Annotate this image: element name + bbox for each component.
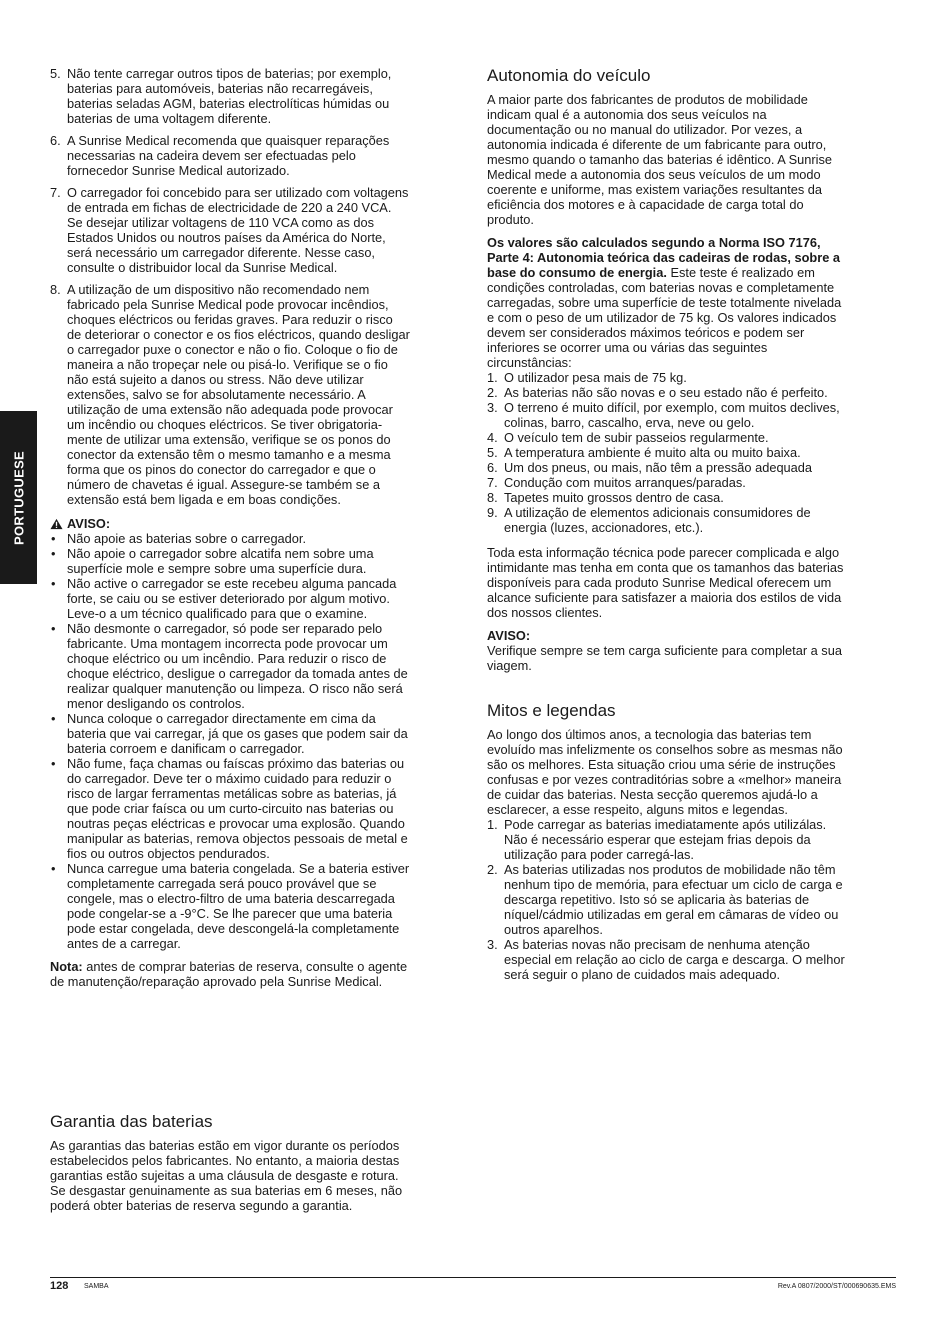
- left-column: [50, 66, 410, 989]
- warranty-heading: Garantia das baterias: [50, 1112, 213, 1131]
- footer-divider: [50, 1277, 896, 1278]
- right-column: [487, 66, 847, 982]
- warranty-section: [50, 1112, 410, 1213]
- charging-instructions-list: [50, 66, 410, 507]
- list-item: 3. As baterias novas não precisam de nenhuma atenção especial em relação ao ciclo de carga e descarga. O melhor será seguir o plano de cuidados mais adequado.: [487, 937, 845, 982]
- list-item: 3. O terreno é muito difícil, por exemplo, com muitos declives, colinas, barro, cascalho, erva, neve ou gelo.: [487, 400, 840, 430]
- myths-intro: Ao longo dos últimos anos, a tecnologia das baterias tem evoluído mas infelizmente os conselhos sobre as mesmas não são os melhores. Esta situação criou uma série de instruções confusas e por vezes contraditórias sobre a «melhor» maneira de cuidar das baterias. Nesta secção queremos ajudá-lo a esclarecer, a esse respeito, alguns mitos e legendas.: [487, 727, 843, 817]
- warning-item: • Nunca coloque o carregador directamente em cima da bateria que vai carregar, já que os gases que podem sair da bateria corroem e danificam o carregador.: [50, 711, 410, 756]
- list-item: 6. A Sunrise Medical recomenda que quaisquer reparações necessarias na cadeira devem ser efectuadas pelo fornecedor Sunrise Medical autorizado.: [50, 133, 390, 178]
- range-intro: A maior parte dos fabricantes de produtos de mobilidade indicam qual é a autonomia dos seus veículos na documentação ou no manual do utilizador. Por vezes, a autonomia indicada é diferente de um fabricante para outro, mesmo quando o tamanho das baterias é idêntico. A Sunrise Medical mede a autonomia dos seus veículos de um modo coerente e uniforme, mas existem variações resultantes da eficiência dos motores e à capacidade de carga total do produto.: [487, 92, 833, 227]
- revision-code: Rev.A 0807/2000/ST/000690635.EMS: [777, 1283, 896, 1290]
- warranty-text: As garantias das baterias estão em vigor durante os períodos estabelecidos pelos fabricantes. No entanto, a maioria destas garantias estão sujeitas a uma cláusula de desgaste e rotura. Se desgastar genuinamente as sua baterias em 6 meses, não poderá obter baterias de reserva segundo a garantia.: [50, 1138, 403, 1213]
- myths-heading: Mitos e legendas: [487, 701, 616, 720]
- warning-item: • Não desmonte o carregador, só pode ser reparado pelo fabricante. Uma montagem incorrecta pode provocar um choque eléctrico ou um incêndio. Para reduzir o risco de choque eléctrico, desligue o carregador da tomada antes de realizar qualquer manutenção ou limpeza. O risco não será menor desligando os controlos.: [50, 621, 410, 711]
- list-item: 7. Condução com muitos arranques/paradas.: [487, 475, 746, 490]
- list-item: 8. Tapetes muito grossos dentro de casa.: [487, 490, 724, 505]
- list-item: 2. As baterias não são novas e o seu estado não é perfeito.: [487, 385, 828, 400]
- warning-list: [50, 531, 410, 951]
- list-item: 6. Um dos pneus, ou mais, não têm a pressão adequada: [487, 460, 813, 475]
- warning-item: • Nunca carregue uma bateria congelada. Se a bateria estiver completamente carregada será pouco provável que se congele, mas o electro-filtro de uma bateria descarregada pode congelar-se a -9°C. Se lhe parecer que uma bateria pode estar congelada, deve descongelá-la completamente antes de a carregar.: [50, 861, 410, 951]
- range-warning-text: Verifique sempre se tem carga suficiente para completar a sua viagem.: [487, 643, 842, 673]
- warning-heading: AVISO:: [50, 516, 410, 531]
- product-name: SAMBA: [84, 1283, 109, 1290]
- range-iso-paragraph: Os valores são calculados segundo a Norma ISO 7176, Parte 4: Autonomia teórica das cadeiras de rodas, sobre a base do consumo de energia. Este teste é realizado em condições controladas, com baterias novas e completamente carregadas, sobre uma superfície de teste totalmente nivelada e com o peso de um utilizador de 75 kg. Os valores indicados devem ser considerados máximos teóricos e podem ser inferiores se ocorrer uma ou várias das seguintes circunstâncias:: [487, 235, 842, 370]
- page-number: 128: [50, 1280, 69, 1292]
- list-item: 5. A temperatura ambiente é muito alta ou muito baixa.: [487, 445, 801, 460]
- list-item: 1. Pode carregar as baterias imediatamente após utilizálas. Não é necessário esperar que estejam frias depois da utilização para poder carregá-las.: [487, 817, 827, 862]
- list-item: 7. O carregador foi concebido para ser utilizado com voltagens de entrada em fichas de electricidade de 220 a 240 VCA. Se desejar utilizar voltagens de 110 VCA como as dos Estados Unidos ou noutros países da América do Norte, será necessário um carregador diferente. Nesse caso, consulte o distribuidor local da Sunrise Medical.: [50, 185, 409, 275]
- myths-list: [487, 817, 847, 982]
- list-item: 8. A utilização de um dispositivo não recomendado nem fabricado pela Sunrise Medical pode provocar incêndios, choques eléctricos ou feridas graves. Para reduzir o risco de deteriorar o conector e os fios eléctricos, quando desligar o carregador puxe o conector e não o fio. Coloque o fio de maneira a não tropeçar nele ou pisá-lo. Verifique se o fio não está sujeito a danos ou stress. Não deve utilizar extensões, salvo se for absolutamente necessário. A utilização de uma extensão não adequada pode provocar um incêndio ou choques eléctricos. Se tiver obrigatoriamente de utilizar uma extensão, verifique se os ponos do conector da extensão têm o mesmo tamanho e a mesma forma que os pinos do conector do carregador e que o número de chavetas é igual. Assegure-se também se a extensão está bem ligada e em boas condições.: [50, 282, 410, 507]
- warning-item: • Não apoie o carregador sobre alcatifa nem sobre uma superfície mole e sempre sobre uma superfície dura.: [50, 546, 410, 576]
- warning-item: • Não apoie as baterias sobre o carregador.: [50, 531, 410, 546]
- list-item: 5. Não tente carregar outros tipos de baterias; por exemplo, baterias para automóveis, baterias não recarregáveis, baterias seladas AGM, baterias electrolíticas húmidas ou baterias de uma voltagem diferente.: [50, 66, 392, 126]
- range-closing: Toda esta informação técnica pode parecer complicada e algo intimidante mas tenha em conta que os tamanhos das baterias disponíveis para cada produto Sunrise Medical oferecem um alcance suficiente para satisfazer a maioria dos estilos de vida dos nossos clientes.: [487, 545, 844, 620]
- list-item: 1. O utilizador pesa mais de 75 kg.: [487, 370, 687, 385]
- list-item: 4. O veículo tem de subir passeios regularmente.: [487, 430, 769, 445]
- warning-item: • Não active o carregador se este recebeu alguma pancada forte, se caiu ou se estiver deteriorado por algum motivo. Leve-o a um técnico qualificado para que o examine.: [50, 576, 410, 621]
- range-warning-label: AVISO:: [487, 628, 531, 643]
- list-item: 9. A utilização de elementos adicionais consumidores de energia (luzes, accionadores, etc.).: [487, 505, 811, 535]
- range-heading: Autonomia do veículo: [487, 66, 651, 85]
- language-tab: [0, 411, 37, 584]
- language-tab-label: PORTUGUESE: [11, 450, 26, 545]
- warning-item: • Não fume, faça chamas ou faíscas próximo das baterias ou do carregador. Deve ter o máximo cuidado para reduzir o risco de largar ferramentas metálicas sobre as baterias, já que pode criar faísca ou um curto-circuito nas baterias ou noutras peças eléctricas e provocar uma explosão. Quando manipular as baterias, remova objectos pessoais de metal e fios ou outros objectos pendurados.: [50, 756, 410, 861]
- note-paragraph: Nota: antes de comprar baterias de reserva, consulte o agente de manutenção/reparação aprovado pela Sunrise Medical.: [50, 959, 408, 989]
- range-conditions-list: [487, 370, 847, 535]
- warning-triangle-icon: [50, 518, 63, 530]
- list-item: 2. As baterias utilizadas nos produtos de mobilidade não têm nenhum tipo de memória, para efectuar um ciclo de carga e descarga repetitivo. Isto só se aplicaria às baterias de níquel/cádmio utilizadas em geral em câmaras de vídeo ou outros aparelhos.: [487, 862, 843, 937]
